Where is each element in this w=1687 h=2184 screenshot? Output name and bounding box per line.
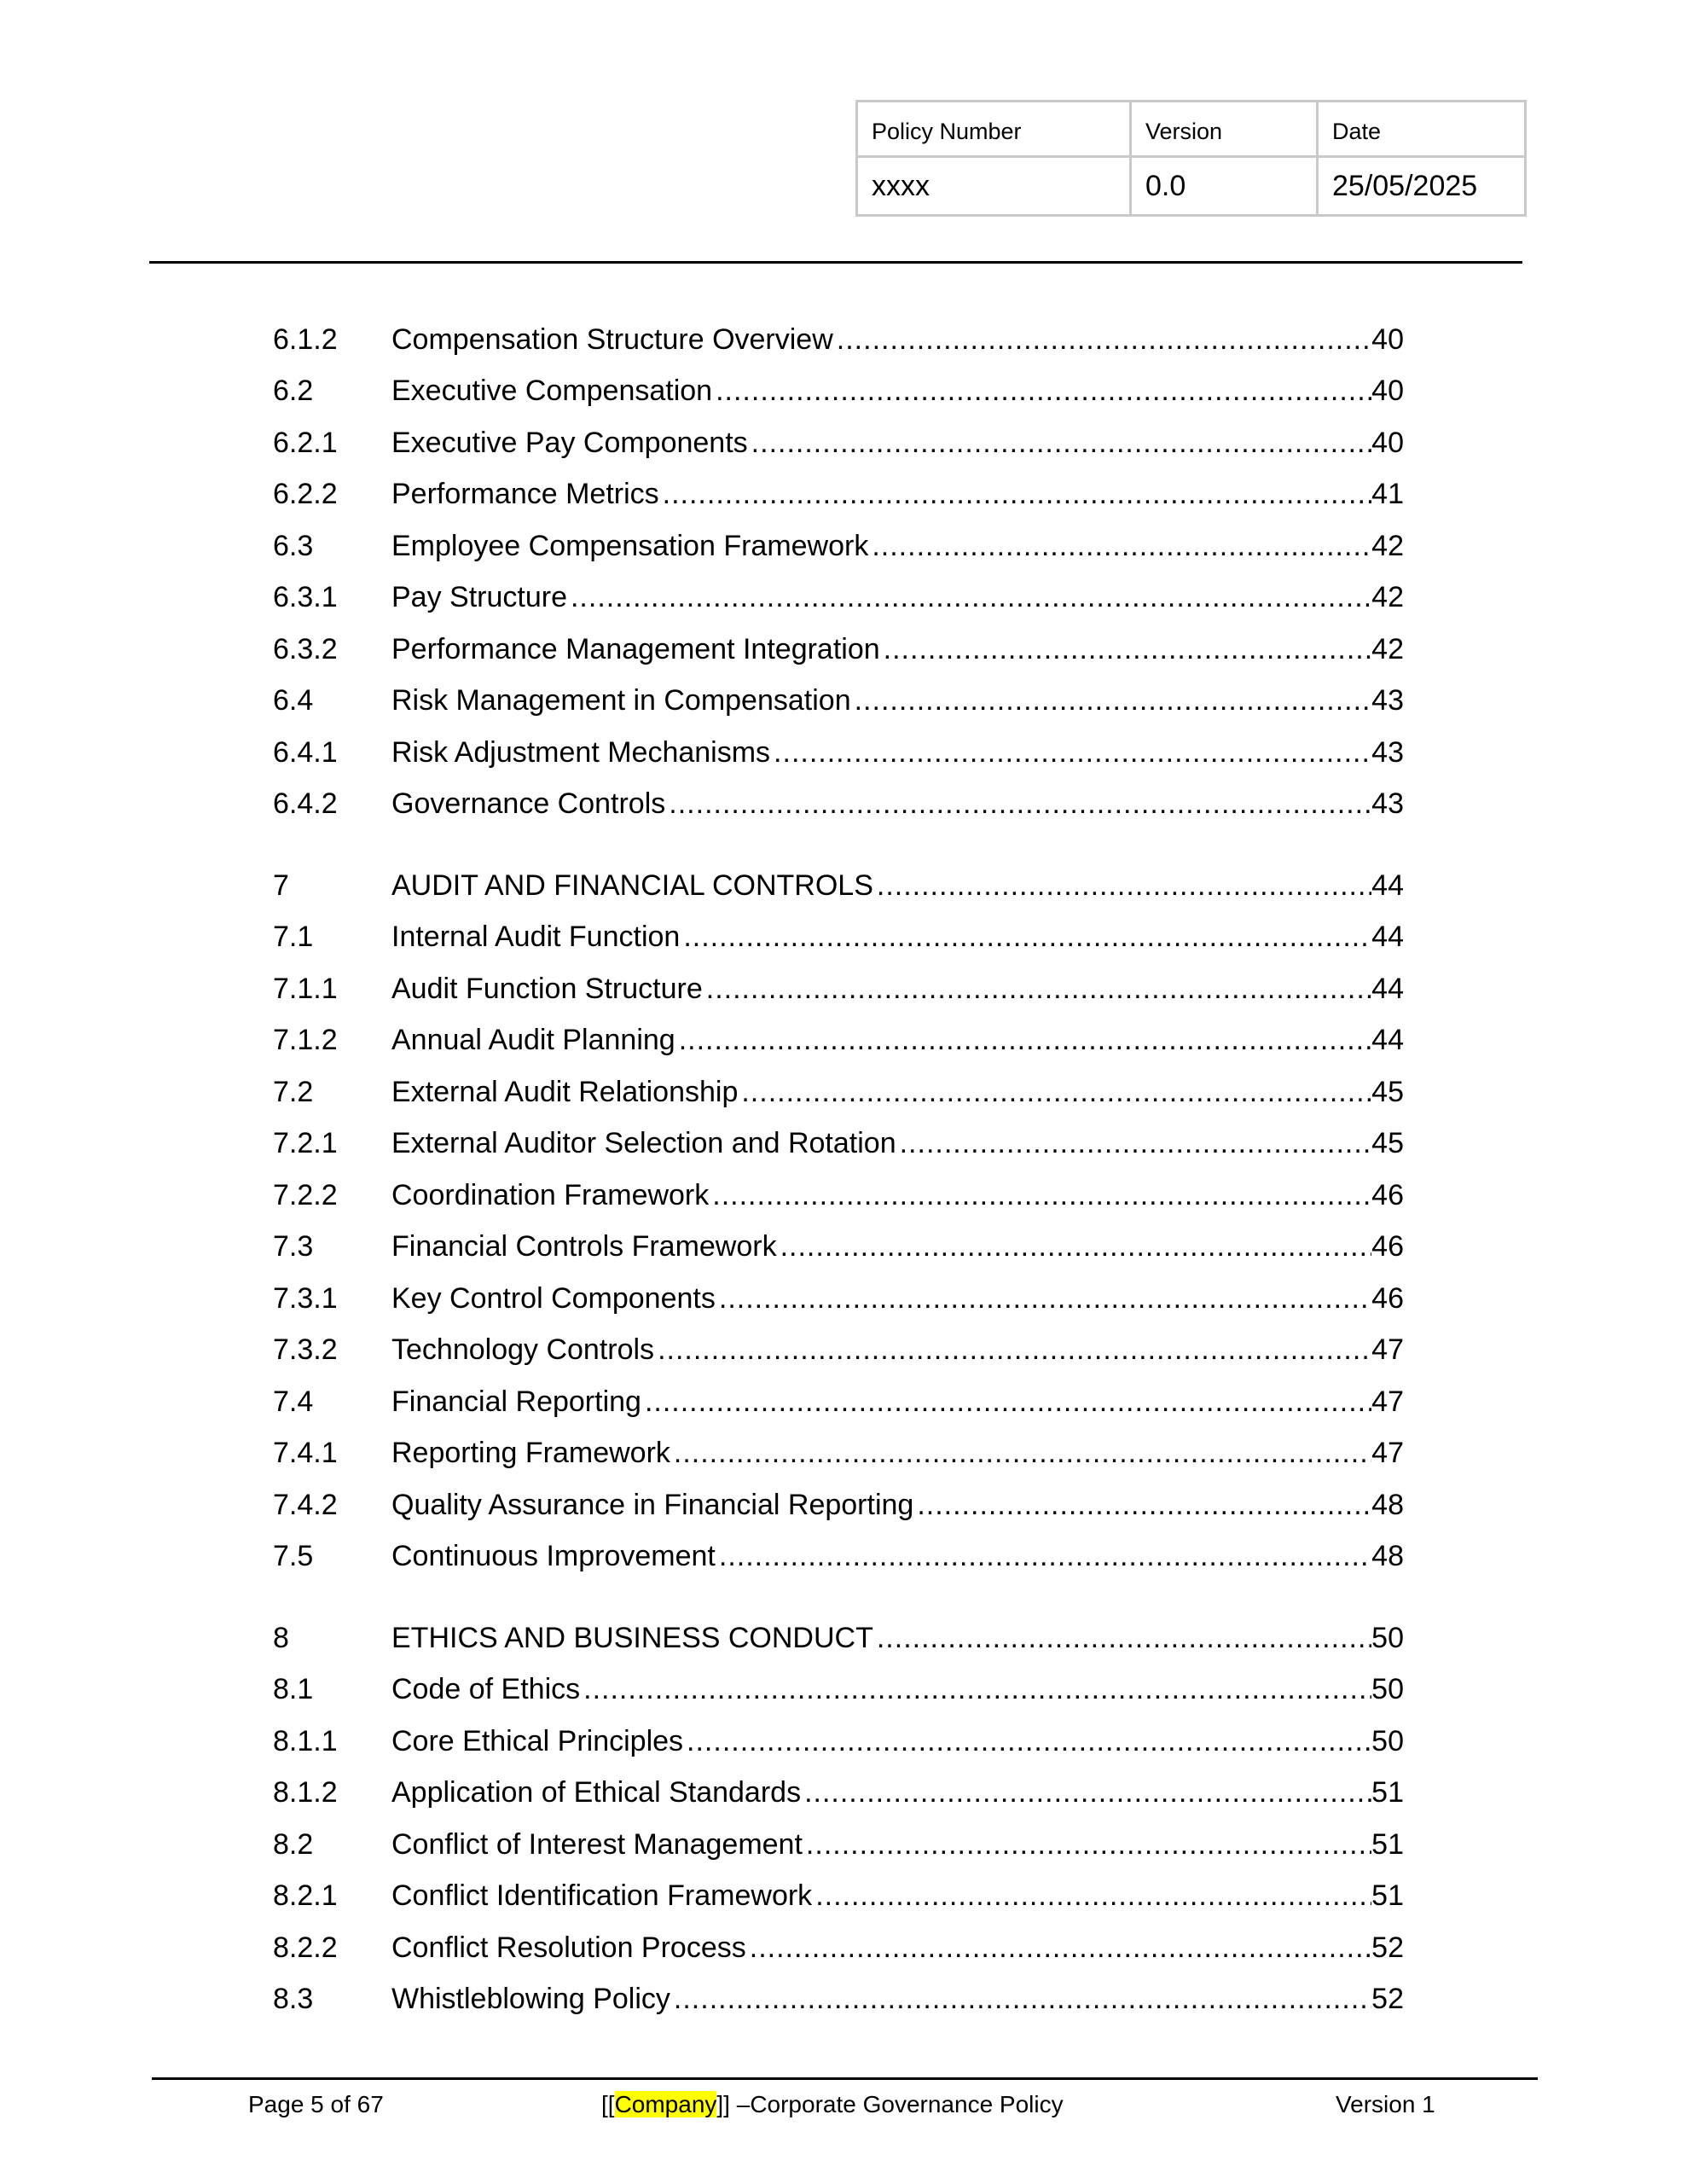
toc-entry[interactable]	[273, 1531, 1404, 1583]
toc-entry-page: 44	[1371, 1024, 1404, 1057]
toc-entry[interactable]	[273, 1118, 1404, 1170]
page-footer	[0, 2086, 1687, 2125]
toc-dot-leader	[872, 530, 1371, 563]
toc-entry-page: 52	[1371, 1983, 1404, 2016]
toc-entry-page: 51	[1371, 1776, 1404, 1809]
toc-entry-page: 47	[1371, 1333, 1404, 1367]
toc-entry[interactable]	[273, 779, 1404, 831]
footer-divider	[152, 2077, 1538, 2080]
toc-entry[interactable]	[273, 1819, 1404, 1871]
toc-entry-title: Performance Management Integration	[391, 632, 880, 665]
toc-entry-number: 7.4.2	[273, 1488, 338, 1521]
toc-entry-number: 7.4	[273, 1385, 314, 1418]
toc-entry-number: 6.2	[273, 375, 314, 408]
toc-entry-number: 6.2.2	[273, 478, 338, 511]
toc-entry-number: 8.2	[273, 1827, 314, 1861]
company-placeholder-highlight: Company	[614, 2091, 717, 2117]
toc-entry-page: 46	[1371, 1230, 1404, 1263]
toc-entry-title: Whistleblowing Policy	[391, 1983, 670, 2016]
toc-entry-title: Coordination Framework	[391, 1178, 710, 1211]
toc-dot-leader	[645, 1385, 1371, 1419]
toc-entry-title: Financial Controls Framework	[391, 1230, 777, 1263]
toc-entry[interactable]	[273, 572, 1404, 624]
date-header: Date	[1318, 102, 1526, 157]
toc-entry[interactable]	[273, 1479, 1404, 1531]
policy-number-header: Policy Number	[857, 102, 1131, 157]
toc-entry-title: Quality Assurance in Financial Reporting	[391, 1488, 914, 1521]
toc-entry-title: Conflict Resolution Process	[391, 1931, 746, 1964]
toc-dot-leader	[583, 1673, 1371, 1706]
toc-entry[interactable]	[273, 1066, 1404, 1118]
toc-entry-page: 51	[1371, 1879, 1404, 1913]
toc-entry-title: AUDIT AND FINANCIAL CONTROLS	[391, 868, 873, 902]
toc-entry[interactable]	[273, 624, 1404, 676]
version-value: 0.0	[1131, 157, 1318, 216]
toc-entry-title: Risk Adjustment Mechanisms	[391, 735, 771, 769]
toc-entry[interactable]	[273, 1664, 1404, 1716]
toc-entry-number: 7.1.1	[273, 972, 338, 1005]
toc-entry[interactable]	[273, 1612, 1404, 1664]
toc-dot-leader	[663, 478, 1372, 511]
toc-entry[interactable]	[273, 1273, 1404, 1325]
toc-entry[interactable]	[273, 417, 1404, 469]
toc-entry-number: 8.2.2	[273, 1931, 338, 1964]
toc-entry[interactable]	[273, 1170, 1404, 1222]
toc-entry-title: Application of Ethical Standards	[391, 1776, 802, 1809]
toc-dot-leader	[679, 1024, 1371, 1057]
toc-dot-leader	[917, 1489, 1371, 1522]
toc-entry-page: 43	[1371, 787, 1404, 821]
policy-info-header-row	[857, 102, 1526, 157]
toc-entry-page: 50	[1371, 1621, 1404, 1654]
toc-entry-title: Conflict of Interest Management	[391, 1827, 803, 1861]
toc-dot-leader	[741, 1076, 1371, 1109]
toc-dot-leader	[712, 1179, 1371, 1212]
toc-dot-leader	[750, 1931, 1371, 1965]
toc-dot-leader	[669, 787, 1371, 821]
toc-entry[interactable]	[273, 727, 1404, 779]
toc-dot-leader	[683, 921, 1371, 954]
toc-dot-leader	[706, 973, 1371, 1006]
toc-entry[interactable]	[273, 1974, 1404, 2026]
toc-entry-page: 48	[1371, 1488, 1404, 1521]
toc-dot-leader	[804, 1776, 1371, 1809]
toc-entry-number: 7.3.2	[273, 1333, 338, 1367]
toc-entry-title: Financial Reporting	[391, 1385, 641, 1418]
toc-dot-leader	[900, 1127, 1372, 1160]
toc-entry-page: 40	[1371, 375, 1404, 408]
footer-title-suffix: ]] –Corporate Governance Policy	[716, 2091, 1064, 2117]
toc-entry-title: External Auditor Selection and Rotation	[391, 1127, 896, 1160]
toc-dot-leader	[774, 736, 1371, 770]
toc-entry-title: Technology Controls	[391, 1333, 655, 1367]
toc-dot-leader	[716, 375, 1371, 408]
toc-entry[interactable]	[273, 1922, 1404, 1974]
toc-entry[interactable]	[273, 1222, 1404, 1274]
toc-entry-number: 6.4.1	[273, 735, 338, 769]
toc-entry-page: 47	[1371, 1437, 1404, 1470]
toc-entry-title: Employee Compensation Framework	[391, 529, 869, 562]
toc-entry-page: 46	[1371, 1178, 1404, 1211]
toc-entry[interactable]	[273, 1428, 1404, 1480]
toc-dot-leader	[687, 1725, 1371, 1758]
toc-entry-number: 8	[273, 1621, 289, 1654]
toc-entry-title: Code of Ethics	[391, 1673, 581, 1706]
toc-entry-title: Key Control Components	[391, 1281, 716, 1315]
toc-entry-title: Pay Structure	[391, 581, 567, 614]
policy-number-value: xxxx	[857, 157, 1131, 216]
toc-entry-page: 42	[1371, 632, 1404, 665]
toc-entry-title: ETHICS AND BUSINESS CONDUCT	[391, 1621, 873, 1654]
toc-entry-number: 7.2.2	[273, 1178, 338, 1211]
toc-entry[interactable]	[273, 1015, 1404, 1067]
toc-entry-number: 7	[273, 868, 289, 902]
toc-dot-leader	[837, 323, 1371, 357]
toc-entry-page: 40	[1371, 426, 1404, 459]
toc-entry-title: Audit Function Structure	[391, 972, 703, 1005]
toc-entry-page: 48	[1371, 1540, 1404, 1573]
toc-entry[interactable]	[273, 963, 1404, 1015]
toc-entry-page: 44	[1371, 868, 1404, 902]
toc-entry-page: 52	[1371, 1931, 1404, 1964]
toc-entry[interactable]	[273, 314, 1404, 366]
toc-entry-number: 7.1.2	[273, 1024, 338, 1057]
toc-entry-number: 8.1	[273, 1673, 314, 1706]
toc-dot-leader	[855, 684, 1372, 717]
toc-entry-number: 6.3	[273, 529, 314, 562]
footer-document-title	[601, 2091, 1064, 2118]
toc-entry-page: 50	[1371, 1724, 1404, 1757]
header-divider	[149, 261, 1522, 264]
table-of-contents	[273, 314, 1404, 2025]
toc-entry-page: 42	[1371, 581, 1404, 614]
toc-entry-number: 6.2.1	[273, 426, 338, 459]
toc-entry-title: Continuous Improvement	[391, 1540, 716, 1573]
toc-dot-leader	[877, 1622, 1371, 1655]
toc-entry[interactable]	[273, 1716, 1404, 1768]
toc-dot-leader	[674, 1437, 1371, 1470]
toc-entry-page: 40	[1371, 322, 1404, 356]
toc-entry-page: 46	[1371, 1281, 1404, 1315]
toc-entry-number: 6.4	[273, 684, 314, 717]
toc-entry-title: Risk Management in Compensation	[391, 684, 851, 717]
toc-dot-leader	[751, 427, 1372, 460]
toc-dot-leader	[571, 581, 1371, 614]
toc-entry-number: 8.1.1	[273, 1724, 338, 1757]
toc-entry-title: Conflict Identification Framework	[391, 1879, 813, 1913]
toc-entry-title: Reporting Framework	[391, 1437, 670, 1470]
policy-info-table	[855, 100, 1527, 217]
toc-entry-number: 8.2.1	[273, 1879, 338, 1913]
toc-entry-page: 45	[1371, 1127, 1404, 1160]
toc-dot-leader	[719, 1282, 1371, 1316]
version-header: Version	[1131, 102, 1318, 157]
toc-dot-leader	[815, 1879, 1371, 1913]
toc-entry-number: 7.2.1	[273, 1127, 338, 1160]
toc-entry-page: 43	[1371, 735, 1404, 769]
policy-info-value-row	[857, 157, 1526, 216]
toc-entry-number: 6.3.1	[273, 581, 338, 614]
toc-entry-page: 45	[1371, 1075, 1404, 1108]
toc-entry[interactable]	[273, 860, 1404, 912]
toc-dot-leader	[780, 1230, 1372, 1263]
toc-entry-number: 7.3	[273, 1230, 314, 1263]
toc-dot-leader	[877, 869, 1371, 903]
toc-dot-leader	[658, 1333, 1371, 1367]
toc-entry[interactable]	[273, 912, 1404, 964]
toc-entry[interactable]	[273, 1376, 1404, 1428]
toc-entry-number: 7.2	[273, 1075, 314, 1108]
toc-entry-number: 6.3.2	[273, 632, 338, 665]
toc-dot-leader	[884, 633, 1372, 666]
toc-entry-title: Core Ethical Principles	[391, 1724, 684, 1757]
toc-entry[interactable]	[273, 520, 1404, 572]
toc-entry[interactable]	[273, 366, 1404, 418]
date-value: 25/05/2025	[1318, 157, 1526, 216]
toc-entry-number: 6.4.2	[273, 787, 338, 821]
toc-entry-number: 7.5	[273, 1540, 314, 1573]
footer-version-label: Version 1	[1336, 2091, 1435, 2117]
toc-entry-number: 7.3.1	[273, 1281, 338, 1315]
toc-entry-number: 7.4.1	[273, 1437, 338, 1470]
toc-entry-number: 8.3	[273, 1983, 314, 2016]
company-prefix: [[	[601, 2091, 615, 2117]
toc-entry-title: Annual Audit Planning	[391, 1024, 675, 1057]
toc-entry-title: Executive Pay Components	[391, 426, 748, 459]
toc-entry-title: Governance Controls	[391, 787, 666, 821]
toc-entry-page: 41	[1371, 478, 1404, 511]
toc-entry-number: 8.1.2	[273, 1776, 338, 1809]
toc-entry-title: Executive Compensation	[391, 375, 713, 408]
toc-dot-leader	[806, 1828, 1371, 1862]
toc-entry[interactable]	[273, 1768, 1404, 1820]
toc-entry-page: 50	[1371, 1673, 1404, 1706]
toc-entry-page: 43	[1371, 684, 1404, 717]
toc-entry[interactable]	[273, 676, 1404, 728]
toc-entry-page: 51	[1371, 1827, 1404, 1861]
toc-entry[interactable]	[273, 1871, 1404, 1923]
toc-entry-number: 7.1	[273, 921, 314, 954]
toc-entry-page: 47	[1371, 1385, 1404, 1418]
toc-entry-page: 44	[1371, 921, 1404, 954]
toc-entry-title: Compensation Structure Overview	[391, 322, 833, 356]
toc-dot-leader	[719, 1540, 1371, 1573]
toc-entry-title: External Audit Relationship	[391, 1075, 739, 1108]
toc-entry[interactable]	[273, 1325, 1404, 1377]
toc-entry-title: Internal Audit Function	[391, 921, 681, 954]
toc-entry-page: 42	[1371, 529, 1404, 562]
toc-dot-leader	[674, 1983, 1371, 2016]
toc-entry-number: 6.1.2	[273, 322, 338, 356]
toc-entry-page: 44	[1371, 972, 1404, 1005]
toc-entry[interactable]	[273, 469, 1404, 521]
toc-entry-title: Performance Metrics	[391, 478, 659, 511]
page-number-label: Page 5 of 67	[248, 2091, 384, 2117]
